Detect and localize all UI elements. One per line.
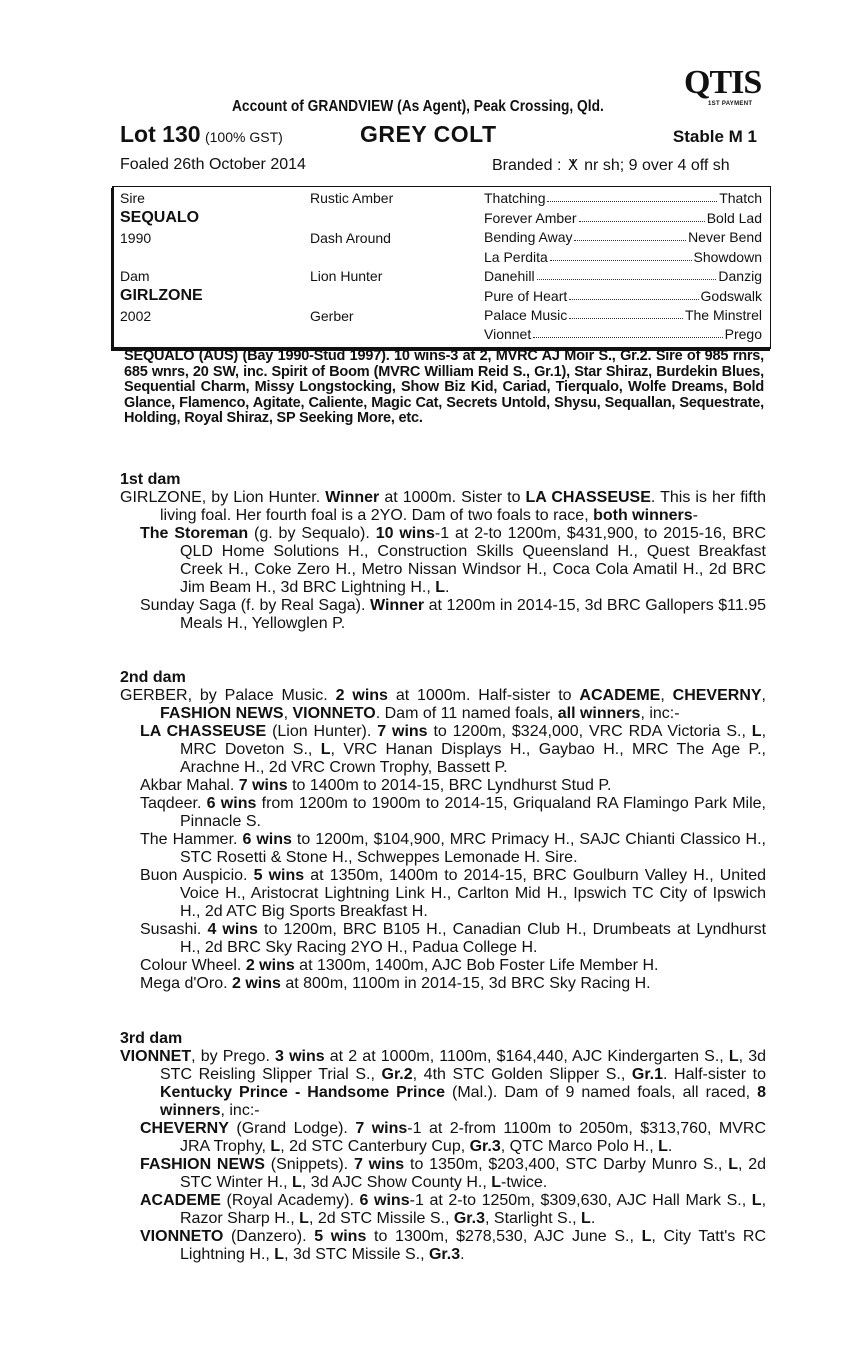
text-run: to 1200m, $104,900, MRC Primacy H., SAJC Chianti Classico H., STC Rosetti & Stone H., Schweppes Lemonade H. Sire. xyxy=(180,831,766,866)
text-run: L xyxy=(751,723,762,740)
progeny-entry xyxy=(120,957,766,975)
ancestor-row xyxy=(484,307,762,323)
text-run: 7 wins xyxy=(377,723,428,740)
text-run: -1 at 2-to 1250m, $309,630, AJC Hall Mark S., xyxy=(409,1192,752,1209)
progeny-entry xyxy=(120,525,766,597)
sire-dam: Dash Around xyxy=(310,230,391,246)
leader-dots xyxy=(550,249,692,261)
text-run: -twice. xyxy=(501,1174,548,1191)
text-run: FASHION NEWS xyxy=(140,1156,265,1173)
ancestor-sire: The Minstrel xyxy=(684,307,762,323)
qtis-logo-text: QTIS xyxy=(684,64,762,101)
text-run: , xyxy=(660,687,673,704)
text-run: . xyxy=(460,1246,465,1263)
text-run: -1 at 2-from 1100m to 2050m, $313,760, MVRC JRA Trophy, xyxy=(180,1120,766,1155)
text-run: at 1000m. Half-sister to xyxy=(387,687,580,704)
ancestor-row xyxy=(484,326,762,342)
text-run: , inc:- xyxy=(220,1102,260,1119)
text-run: LA CHASSEUSE xyxy=(140,723,267,740)
leader-dots xyxy=(547,190,717,202)
leader-dots xyxy=(579,210,705,222)
first-dam-heading: 1st dam xyxy=(120,471,181,488)
text-run: VIONNET xyxy=(120,1048,192,1065)
third-dam-section xyxy=(120,1030,766,1264)
text-run: Taqdeer. xyxy=(140,795,207,812)
text-run: to 1200m, BRC B105 H., Canadian Club H., Drumbeats at Lyndhurst H., 2d BRC Sky Racing 2YO H., Padua College H. xyxy=(180,921,767,956)
ancestor-row xyxy=(484,268,762,284)
text-run: , 2d STC Winter H., xyxy=(180,1156,767,1191)
text-run: 5 wins xyxy=(253,867,305,884)
dam-label: Dam xyxy=(120,268,150,284)
text-run: Akbar Mahal. xyxy=(140,777,239,794)
qtis-logo-subtext: 1ST PAYMENT xyxy=(708,101,753,107)
dam-sire: Lion Hunter xyxy=(310,268,383,284)
leader-dots xyxy=(533,326,722,338)
pedigree-table xyxy=(112,186,771,349)
sire-summary: SEQUALO (AUS) (Bay 1990-Stud 1997). 10 wins-3 at 2, MVRC AJ Moir S., Gr.2. Sire of 985 rnrs, 685 wnrs, 20 SW, inc. Spirit of Boom (MVRC William Reid S., Gr.1), Star Shiraz, Burdekin Blues, Sequential Charm, Missy Longstocking, Show Biz Kid, Cariad, Tierqualo, Wolfe Dreams, Bold Glance, Flamenco, Agitate, Caliente, Magic Cat, Secrets Untold, Shysu, Sequallan, Sequestrate, Holding, Royal Shiraz, SP Seeking More, etc. xyxy=(124,348,764,427)
text-run: Gr.3 xyxy=(453,1210,485,1227)
text-run: 10 wins xyxy=(375,525,435,542)
ancestor-name: Danehill xyxy=(484,268,535,284)
text-run: 6 wins xyxy=(206,795,257,812)
ancestor-name: Forever Amber xyxy=(484,210,577,226)
sire-name: SEQUALO xyxy=(120,209,200,226)
progeny-entry xyxy=(120,975,766,993)
ancestor-row xyxy=(484,229,762,245)
text-run: - xyxy=(692,507,698,524)
brand-info xyxy=(492,156,730,175)
ancestor-name: La Perdita xyxy=(484,249,548,265)
branded-label: Branded : xyxy=(492,157,562,174)
text-run: Gr.2 xyxy=(381,1066,413,1083)
text-run: , City Tatt's RC Lightning H., xyxy=(180,1228,767,1263)
text-run: from 1200m to 1900m to 2014-15, Griqualand RA Flamingo Park Mile, Pinnacle S. xyxy=(180,795,766,830)
text-run: 7 wins xyxy=(355,1120,408,1137)
dam-year: 2002 xyxy=(120,308,152,324)
text-run: (Lion Hunter). xyxy=(266,723,378,740)
text-run: 2 wins xyxy=(231,975,281,992)
progeny-entry xyxy=(120,1192,766,1228)
text-run: , 4th STC Golden Slipper S., xyxy=(412,1066,632,1083)
progeny-entry xyxy=(120,1120,766,1156)
sire-year: 1990 xyxy=(120,230,152,246)
text-run: L xyxy=(658,1138,668,1155)
ancestor-sire: Danzig xyxy=(718,268,762,284)
brand-text: nr sh; 9 over 4 off sh xyxy=(584,157,730,174)
text-run: ACADEME xyxy=(140,1192,221,1209)
text-run: Winner xyxy=(369,597,425,614)
text-run: , xyxy=(283,705,293,722)
leader-dots xyxy=(569,288,698,300)
ancestor-sire: Bold Lad xyxy=(706,210,762,226)
text-run: 7 wins xyxy=(353,1156,405,1173)
ancestor-name: Pure of Heart xyxy=(484,288,568,304)
text-run: L xyxy=(581,1210,591,1227)
ancestor-row xyxy=(484,288,762,304)
text-run: Colour Wheel. xyxy=(140,957,246,974)
text-run: (g. by Sequalo). xyxy=(248,525,376,542)
text-run: , xyxy=(761,687,766,704)
first-dam-section xyxy=(120,471,766,633)
third-dam-intro xyxy=(120,1048,766,1120)
text-run: The Hammer. xyxy=(140,831,243,848)
ancestor-row xyxy=(484,210,762,226)
text-run: . Dam of 11 named foals, xyxy=(375,705,558,722)
stable-location: Stable M 1 xyxy=(672,127,757,146)
progeny-entry xyxy=(120,867,766,921)
text-run: Kentucky Prince - Handsome Prince xyxy=(160,1084,446,1101)
text-run: GIRLZONE, by Lion Hunter. xyxy=(120,489,326,506)
text-run: FASHION NEWS xyxy=(160,705,284,722)
text-run: L xyxy=(641,1228,652,1245)
text-run: , inc:- xyxy=(640,705,680,722)
sire-sire: Rustic Amber xyxy=(310,190,394,206)
ancestor-name: Vionnet xyxy=(484,326,532,342)
progeny-entry xyxy=(120,1228,766,1264)
text-run: L xyxy=(728,1156,738,1173)
text-run: -1 at 2-to 1200m, $431,900, to 2015-16, BRC QLD Home Solutions H., Construction Skills Queensland H., Quest Breakfast Creek H., Coke Zero H., Metro Nissan Windsor H., Coca Cola Amatil H., 2d BRC Jim Beam H., 3d BRC Lightning H., xyxy=(180,525,767,596)
text-run: at 1300m, 1400m, AJC Bob Foster Life Member H. xyxy=(294,957,659,974)
text-run: to 1300m, $278,530, AJC June S., xyxy=(366,1228,642,1245)
horse-description: GREY COLT xyxy=(360,121,497,147)
text-run: Winner xyxy=(325,489,380,506)
text-run: Gr.3 xyxy=(428,1246,461,1263)
text-run: 6 wins xyxy=(242,831,292,848)
text-run: (Snippets). xyxy=(264,1156,354,1173)
text-run: at 1000m. Sister to xyxy=(379,489,526,506)
ancestor-sire: Thatch xyxy=(719,190,762,206)
text-run: 3 wins xyxy=(275,1048,325,1065)
foaled-date: Foaled 26th October 2014 xyxy=(120,156,306,173)
text-run: , 2d STC Missile S., xyxy=(308,1210,454,1227)
ancestor-sire: Never Bend xyxy=(688,229,762,245)
text-run: 4 wins xyxy=(207,921,258,938)
lot-gst: (100% GST) xyxy=(204,129,283,145)
text-run: GERBER, by Palace Music. xyxy=(120,687,336,704)
dam-dam: Gerber xyxy=(310,308,354,324)
text-run: The Storeman xyxy=(140,525,249,542)
text-run: . xyxy=(590,1210,596,1227)
text-run: CHEVERNY xyxy=(672,687,762,704)
text-run: 2 wins xyxy=(335,687,388,704)
text-run: 6 wins xyxy=(359,1192,410,1209)
text-run: to 1200m, $324,000, VRC RDA Victoria S., xyxy=(427,723,752,740)
text-run: LA CHASSEUSE xyxy=(525,489,651,506)
sire-label: Sire xyxy=(120,190,145,206)
brand-mark-icon: ⵅ xyxy=(567,157,578,174)
lot-number: Lot 130 xyxy=(120,121,201,147)
text-run: (Danzero). xyxy=(223,1228,315,1245)
dam-name: GIRLZONE xyxy=(120,287,203,304)
first-dam-intro xyxy=(120,489,766,525)
text-run: . Half-sister to xyxy=(663,1066,767,1083)
third-dam-progeny xyxy=(120,1120,766,1264)
text-run: , by Prego. xyxy=(191,1048,276,1065)
text-run: (Royal Academy). xyxy=(220,1192,360,1209)
text-run: , 3d STC Reisling Slipper Trial S., xyxy=(160,1048,767,1083)
progeny-entry xyxy=(120,597,766,633)
second-dam-progeny xyxy=(120,723,766,993)
text-run: to 1350m, $203,400, STC Darby Munro S., xyxy=(404,1156,729,1173)
third-dam-heading: 3rd dam xyxy=(120,1030,183,1047)
text-run: VIONNETO xyxy=(140,1228,224,1245)
text-run: , MRC Doveton S., xyxy=(180,723,767,758)
text-run: Gr.1 xyxy=(631,1066,664,1083)
text-run: to 1400m to 2014-15, BRC Lyndhurst Stud P. xyxy=(287,777,612,794)
lot-heading xyxy=(120,121,283,148)
text-run: . xyxy=(667,1138,673,1155)
ancestor-row xyxy=(484,249,762,265)
text-run: VIONNETO xyxy=(292,705,376,722)
qtis-logo xyxy=(684,64,766,110)
ancestor-sire: Showdown xyxy=(693,249,762,265)
text-run: 8 winners xyxy=(160,1084,766,1119)
text-run: , 2d STC Canterbury Cup, xyxy=(280,1138,470,1155)
ancestor-row xyxy=(484,190,762,206)
vendor-account: Account of GRANDVIEW (As Agent), Peak Crossing, Qld. xyxy=(232,98,604,115)
text-run: CHEVERNY xyxy=(140,1120,229,1137)
text-run: at 2 at 1000m, 1100m, $164,440, AJC Kindergarten S., xyxy=(324,1048,729,1065)
text-run: , Starlight S., xyxy=(485,1210,582,1227)
text-run: L xyxy=(751,1192,762,1209)
text-run: L xyxy=(435,579,445,596)
text-run: , 3d STC Missile S., xyxy=(284,1246,429,1263)
text-run: (Mal.). Dam of 9 named foals, all raced, xyxy=(445,1084,758,1101)
text-run: at 1200m in 2014-15, 3d BRC Gallopers $11.95 Meals H., Yellowglen P. xyxy=(180,597,766,632)
text-run: Buon Auspicio. xyxy=(140,867,254,884)
text-run: L xyxy=(491,1174,501,1191)
text-run: all winners xyxy=(557,705,641,722)
text-run: L xyxy=(270,1138,281,1155)
text-run: L xyxy=(728,1048,739,1065)
progeny-entry xyxy=(120,1156,766,1192)
text-run: at 800m, 1100m in 2014-15, 3d BRC Sky Racing H. xyxy=(280,975,651,992)
text-run: , Razor Sharp H., xyxy=(180,1192,767,1227)
second-dam-intro xyxy=(120,687,766,723)
text-run: Gr.3 xyxy=(469,1138,501,1155)
ancestor-sire: Prego xyxy=(724,326,762,342)
second-dam-heading: 2nd dam xyxy=(120,669,186,686)
progeny-entry xyxy=(120,921,766,957)
text-run: , QTC Marco Polo H., xyxy=(500,1138,659,1155)
text-run: Sunday Saga (f. by Real Saga). xyxy=(140,597,370,614)
text-run: L xyxy=(299,1210,309,1227)
first-dam-progeny xyxy=(120,525,766,633)
text-run: at 1350m, 1400m to 2014-15, BRC Goulburn Valley H., United Voice H., Aristocrat Lightning Link H., Carlton Mid H., Ipswich TC City of Ipswich H., 2d ATC Big Sports Breakfast H. xyxy=(180,867,767,920)
text-run: Mega d'Oro. xyxy=(140,975,232,992)
text-run: , 3d AJC Show County H., xyxy=(301,1174,492,1191)
text-run: ACADEME xyxy=(579,687,661,704)
ancestor-name: Thatching xyxy=(484,190,546,206)
text-run: . xyxy=(445,579,450,596)
leader-dots xyxy=(569,307,683,319)
second-dam-section xyxy=(120,669,766,993)
progeny-entry xyxy=(120,795,766,831)
text-run: (Grand Lodge). xyxy=(228,1120,356,1137)
text-run: 5 wins xyxy=(314,1228,367,1245)
text-run: . This is her fifth living foal. Her fourth foal is a 2YO. Dam of two foals to race, xyxy=(160,489,766,524)
progeny-entry xyxy=(120,777,766,795)
ancestor-name: Bending Away xyxy=(484,229,573,245)
text-run: L xyxy=(292,1174,302,1191)
text-run: L xyxy=(320,741,331,758)
progeny-entry xyxy=(120,831,766,867)
text-run: , VRC Hanan Displays H., Gaybao H., MRC The Age P., Arachne H., 2d VRC Crown Trophy, Bassett P. xyxy=(180,741,766,776)
ancestor-sire: Godswalk xyxy=(700,288,762,304)
progeny-entry xyxy=(120,723,766,777)
ancestor-name: Palace Music xyxy=(484,307,568,323)
leader-dots xyxy=(537,268,717,280)
text-run: 2 wins xyxy=(245,957,295,974)
leader-dots xyxy=(574,229,686,241)
text-run: L xyxy=(274,1246,285,1263)
text-run: Susashi. xyxy=(140,921,208,938)
text-run: both winners xyxy=(593,507,693,524)
text-run: 7 wins xyxy=(238,777,288,794)
